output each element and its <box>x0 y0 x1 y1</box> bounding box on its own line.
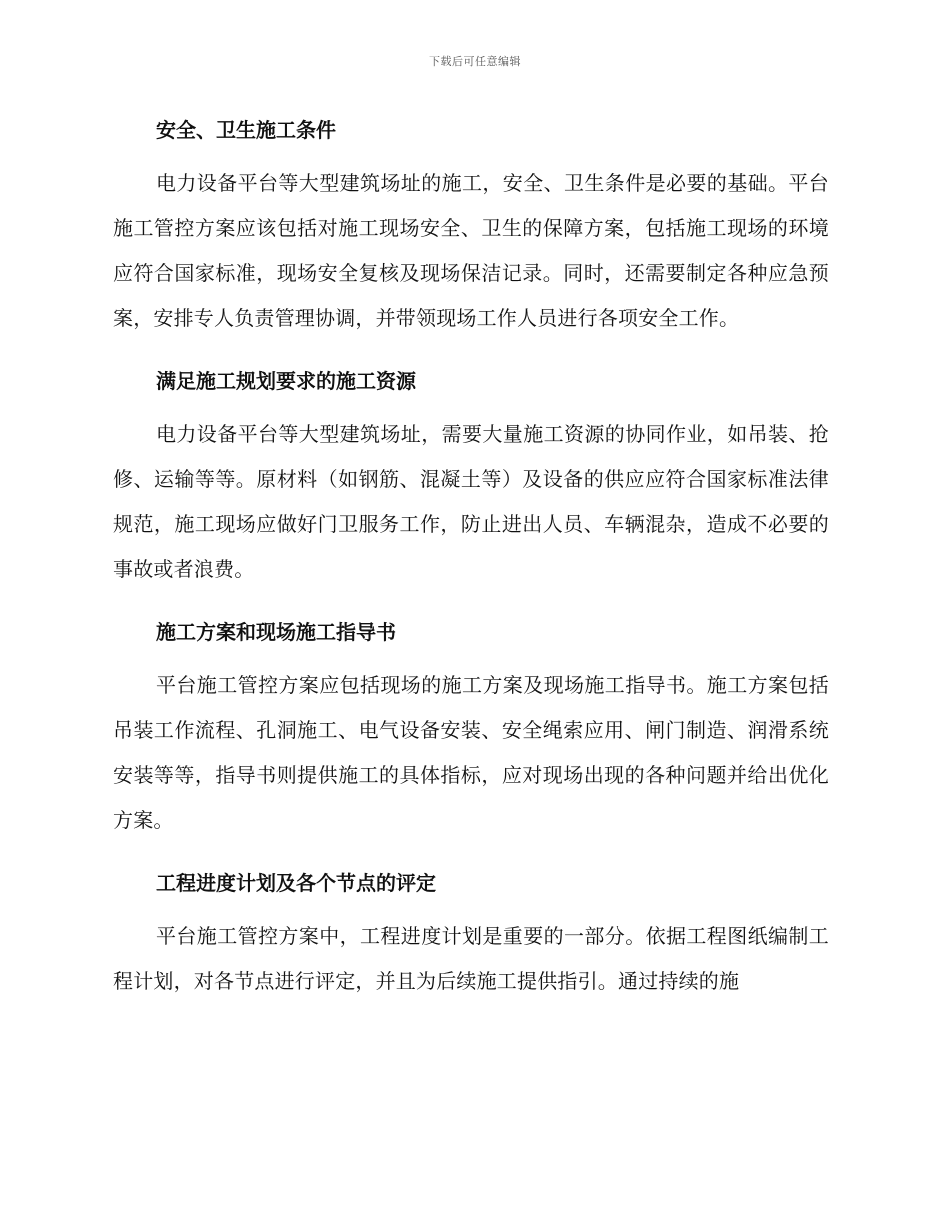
section-heading: 施工方案和现场施工指导书 <box>156 620 396 644</box>
section-construction-plan-guide <box>113 610 829 843</box>
section-schedule-evaluation <box>113 861 829 1004</box>
section-construction-resources <box>113 359 829 592</box>
section-body: 电力设备平台等大型建筑场址，需要大量施工资源的协同作业，如吊装、抢修、运输等等。原材料（如钢筋、混凝土等）及设备的供应应符合国家标准法律规范，施工现场应做好门卫服务工作，防止进出人员、车辆混杂，造成不必要的事故或者浪费。 <box>113 422 829 581</box>
header-note: 下载后可任意编辑 <box>429 55 521 68</box>
section-heading: 安全、卫生施工条件 <box>156 118 336 142</box>
section-body: 平台施工管控方案中，工程进度计划是重要的一部分。依据工程图纸编制工程计划，对各节点进行评定，并且为后续施工提供指引。通过持续的施 <box>113 924 829 993</box>
section-body: 电力设备平台等大型建筑场址的施工，安全、卫生条件是必要的基础。平台施工管控方案应该包括对施工现场安全、卫生的保障方案，包括施工现场的环境应符合国家标准，现场安全复核及现场保洁记录。同时，还需要制定各种应急预案，安排专人负责管理协调，并带领现场工作人员进行各项安全工作。 <box>113 171 829 330</box>
section-safety-hygiene <box>113 108 829 341</box>
section-body: 平台施工管控方案应包括现场的施工方案及现场施工指导书。施工方案包括吊装工作流程、孔洞施工、电气设备安装、安全绳索应用、闸门制造、润滑系统安装等等，指导书则提供施工的具体指标，应对现场出现的各种问题并给出优化方案。 <box>113 673 829 832</box>
document-content <box>113 108 829 1004</box>
section-heading: 工程进度计划及各个节点的评定 <box>156 871 436 895</box>
section-heading: 满足施工规划要求的施工资源 <box>156 369 416 393</box>
